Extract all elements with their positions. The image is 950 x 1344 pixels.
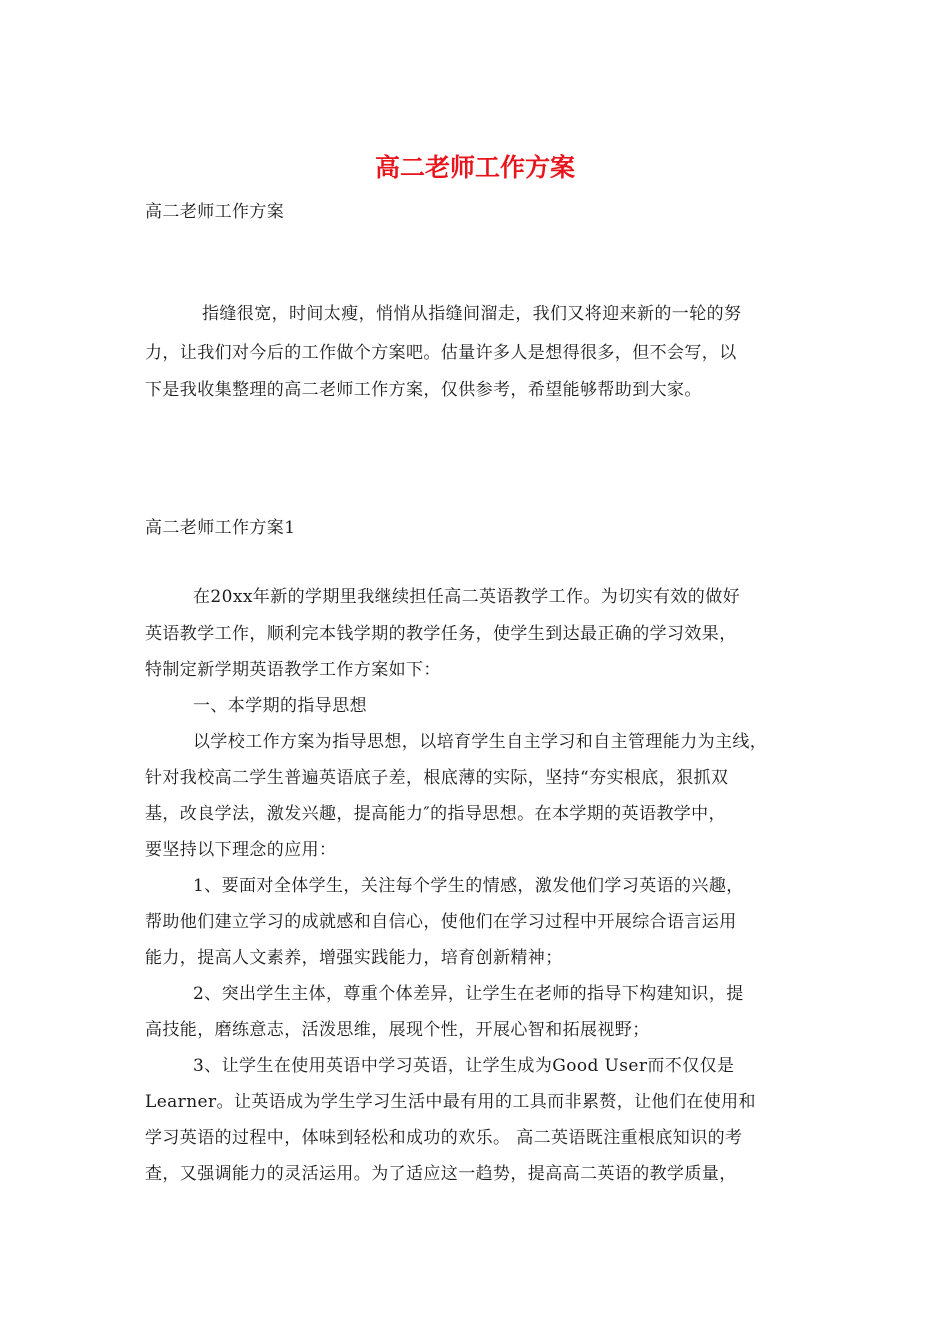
body-line: 查，又强调能力的灵活运用。为了适应这一趋势，提高高二英语的教学质量， [145, 1164, 737, 1184]
document-title: 高二老师工作方案 [374, 153, 575, 182]
body-line: 3、让学生在使用英语中学习英语，让学生成为Good User而不仅仅是 [193, 1056, 735, 1076]
body-line: 英语教学工作，顺利完本钱学期的教学任务，使学生到达最正确的学习效果， [145, 624, 737, 644]
document-subtitle: 高二老师工作方案 [145, 202, 285, 222]
body-line: 在20xx年新的学期里我继续担任高二英语教学工作。为切实有效的做好 [193, 587, 741, 607]
body-line: 帮助他们建立学习的成就感和自信心，使他们在学习过程中开展综合语言运用 [145, 912, 737, 932]
body-line: 基，改良学法，激发兴趣，提高能力″的指导思想。在本学期的英语教学中， [145, 804, 726, 824]
body-line: 能力，提高人文素养，增强实践能力，培育创新精神； [145, 948, 563, 968]
body-line: 一、本学期的指导思想 [193, 696, 367, 716]
body-line: 要坚持以下理念的应用： [145, 840, 337, 860]
body-line: 1、要面对全体学生，关注每个学生的情感，激发他们学习英语的兴趣， [193, 876, 744, 896]
body-line: 2、突出学生主体，尊重个体差异，让学生在老师的指导下构建知识，提 [193, 984, 744, 1004]
body-line: 针对我校高二学生普遍英语底子差，根底薄的实际，坚持“夯实根底，狠抓双 [145, 768, 729, 788]
body-line: 高技能，磨练意志，活泼思维，展现个性，开展心智和拓展视野； [145, 1020, 650, 1040]
body-line: 学习英语的过程中，体味到轻松和成功的欢乐。 高二英语既注重根底知识的考 [145, 1128, 743, 1148]
intro-line: 下是我收集整理的高二老师工作方案，仅供参考，希望能够帮助到大家。 [145, 380, 702, 400]
intro-line: 指缝很宽，时间太瘦，悄悄从指缝间溜走，我们又将迎来新的一轮的努 [202, 304, 742, 324]
body-line: 特制定新学期英语教学工作方案如下： [145, 660, 441, 680]
body-line: 以学校工作方案为指导思想，以培育学生自主学习和自主管理能力为主线， [193, 732, 768, 752]
intro-line: 力，让我们对今后的工作做个方案吧。估量许多人是想得很多，但不会写，以 [145, 343, 737, 363]
section-heading: 高二老师工作方案1 [145, 518, 296, 538]
body-line: Learner。让英语成为学生学习生活中最有用的工具而非累赘，让他们在使用和 [145, 1092, 756, 1112]
